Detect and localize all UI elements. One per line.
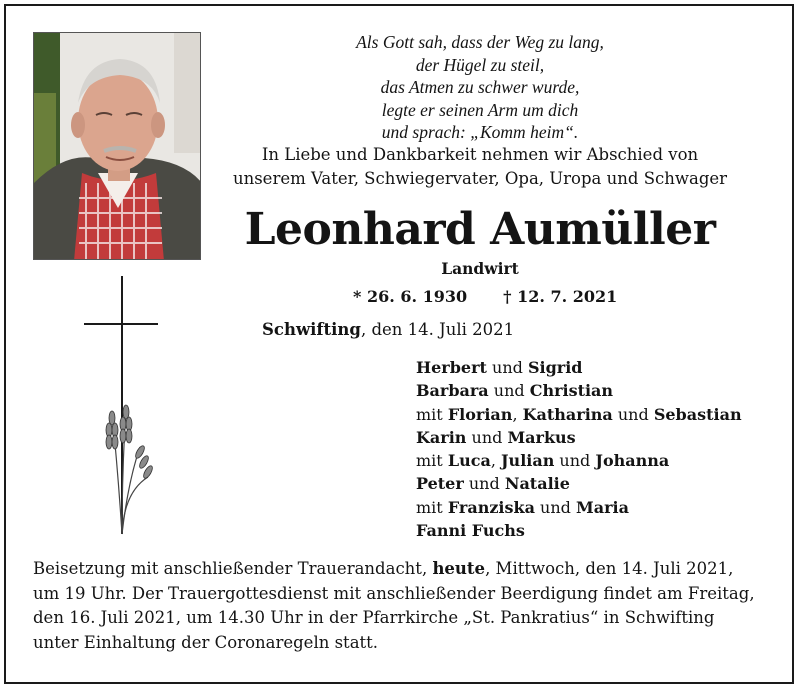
notice-highlight: heute: [432, 559, 486, 578]
mourner-connector: ,: [490, 451, 501, 471]
notice-text: , Mittwoch, den 14. Juli 2021,: [485, 559, 734, 578]
mourner-name: Katharina: [522, 404, 613, 424]
mourners-list: [416, 356, 742, 542]
mourner-name: Natalie: [504, 474, 570, 494]
mourner-name: Maria: [575, 497, 629, 517]
mourner-name: Herbert: [416, 358, 487, 377]
mourner-connector: mit: [416, 497, 448, 517]
poem: [225, 31, 735, 144]
life-dates: [353, 286, 617, 308]
place-date: [262, 318, 514, 342]
mourner-name: Sebastian: [653, 404, 742, 424]
mourner-name: Peter: [416, 474, 464, 494]
poem-line: und sprach: „Komm heim“.: [381, 122, 579, 142]
mourner-name: Markus: [507, 427, 576, 447]
mourner-name: Sigrid: [527, 358, 583, 377]
poem-line: legte er seinen Arm um dich: [381, 99, 579, 120]
mourner-name: Karin: [416, 427, 467, 447]
mourner-name: Julian: [500, 451, 555, 471]
mourner-line: [416, 426, 742, 449]
cross-with-wheat-icon: [78, 272, 168, 546]
poem-line: der Hügel zu steil,: [415, 54, 545, 75]
mourner-name: Christian: [529, 381, 614, 401]
mourner-name: Luca: [447, 451, 491, 471]
funeral-notice: [33, 557, 778, 655]
mourner-name: Johanna: [595, 451, 670, 471]
mourner-connector: und: [534, 497, 576, 517]
mourner-connector: und: [554, 451, 596, 471]
notice-line: um 19 Uhr. Der Trauergottesdienst mit anschließender Beerdigung findet am Freitag,: [33, 583, 755, 603]
mourner-line: [416, 403, 742, 426]
mourner-connector: ,: [512, 404, 523, 424]
mourner-name: Fanni Fuchs: [416, 521, 525, 541]
mourner-line: [416, 356, 742, 379]
portrait-photo: [33, 32, 201, 260]
deceased-name: Leonhard Aumüller: [244, 204, 716, 255]
mourner-line: [416, 449, 742, 472]
poem-line: Als Gott sah, dass der Weg zu lang,: [356, 32, 604, 52]
mourner-connector: und: [488, 381, 530, 401]
mourner-connector: und: [463, 474, 505, 494]
notice-line: [33, 557, 778, 582]
mourner-connector: und: [466, 427, 508, 447]
birth-date: * 26. 6. 1930: [353, 287, 468, 306]
death-date: † 12. 7. 2021: [503, 287, 618, 306]
occupation: Landwirt: [441, 259, 519, 278]
mourner-line: [416, 472, 742, 495]
mourner-connector: und: [486, 358, 528, 377]
mourner-name: Franziska: [447, 497, 535, 517]
poem-line: das Atmen zu schwer wurde,: [380, 77, 580, 97]
intro-text: [222, 143, 738, 191]
mourner-name: Florian: [447, 404, 513, 424]
notice-line: unter Einhaltung der Coronaregeln statt.: [33, 632, 379, 652]
mourner-name: Barbara: [416, 381, 489, 401]
mourner-connector: mit: [416, 404, 448, 424]
mourner-line: [416, 519, 742, 542]
mourner-line: [416, 496, 742, 519]
notice-line: den 16. Juli 2021, um 14.30 Uhr in der Pfarrkirche „St. Pankratius“ in Schwifting: [33, 608, 715, 627]
date-text: , den 14. Juli 2021: [360, 320, 515, 339]
mourner-connector: und: [612, 404, 654, 424]
mourner-connector: mit: [416, 451, 448, 471]
notice-text: Beisetzung mit anschließender Trauerandacht,: [33, 559, 433, 578]
place-name: Schwifting: [262, 320, 361, 339]
mourner-line: [416, 379, 742, 402]
intro-line: unserem Vater, Schwiegervater, Opa, Uropa und Schwager: [232, 169, 728, 188]
intro-line: In Liebe und Dankbarkeit nehmen wir Abschied von: [261, 145, 699, 164]
